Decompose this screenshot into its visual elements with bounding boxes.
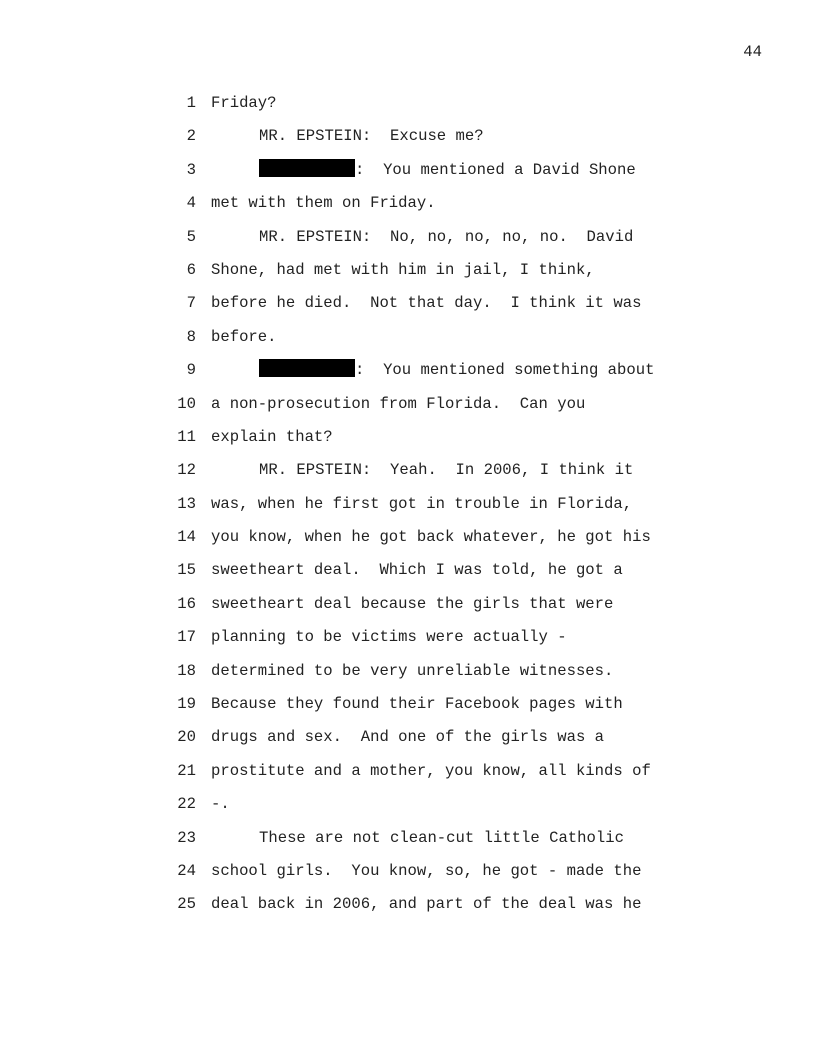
redaction-block xyxy=(259,159,355,177)
transcript-line xyxy=(0,860,816,893)
transcript-line xyxy=(0,526,816,559)
transcript-line xyxy=(0,626,816,659)
line-text: sweetheart deal because the girls that were xyxy=(211,594,614,613)
line-text: was, when he first got in trouble in Florida, xyxy=(211,494,633,513)
transcript-line xyxy=(0,259,816,292)
line-text-container xyxy=(211,559,623,581)
line-text-container xyxy=(211,526,651,548)
transcript-line xyxy=(0,660,816,693)
line-text-container xyxy=(211,326,277,348)
transcript-line xyxy=(0,393,816,426)
line-number: 7 xyxy=(186,294,196,313)
transcript-line xyxy=(0,726,816,759)
page-number: 44 xyxy=(743,43,762,61)
line-text-container xyxy=(211,893,641,915)
line-text: sweetheart deal. Which I was told, he got a xyxy=(211,561,623,580)
line-text: school girls. You know, so, he got - made the xyxy=(211,861,642,880)
line-number: 21 xyxy=(177,761,196,780)
transcript-line xyxy=(0,593,816,626)
line-number: 16 xyxy=(177,594,196,613)
line-text: These are not clean-cut little Catholic xyxy=(259,828,624,847)
transcript-line xyxy=(0,292,816,325)
line-text: met with them on Friday. xyxy=(211,194,436,213)
line-text: prostitute and a mother, you know, all kinds of xyxy=(211,761,651,780)
line-text: : You mentioned a David Shone xyxy=(355,160,636,179)
line-text: deal back in 2006, and part of the deal was he xyxy=(211,895,642,914)
line-text: Shone, had met with him in jail, I think, xyxy=(211,260,595,279)
line-number: 25 xyxy=(177,895,196,914)
line-number: 24 xyxy=(177,861,196,880)
line-text: you know, when he got back whatever, he got his xyxy=(211,528,651,547)
line-text: planning to be victims were actually - xyxy=(211,628,567,647)
transcript-line xyxy=(0,159,816,192)
line-number: 11 xyxy=(177,427,196,446)
line-number: 17 xyxy=(177,628,196,647)
line-text: MR. EPSTEIN: Yeah. In 2006, I think it xyxy=(259,461,634,480)
line-text: determined to be very unreliable witnesses. xyxy=(211,661,614,680)
line-text: -. xyxy=(211,795,230,814)
transcript-line xyxy=(0,693,816,726)
line-number: 3 xyxy=(186,160,196,179)
line-number: 8 xyxy=(186,327,196,346)
line-text-container xyxy=(211,259,595,281)
line-text-container xyxy=(211,660,613,682)
line-number: 23 xyxy=(177,828,196,847)
line-number: 13 xyxy=(177,494,196,513)
redaction-block xyxy=(259,359,355,377)
line-number: 20 xyxy=(177,728,196,747)
line-number: 14 xyxy=(177,528,196,547)
line-text: a non-prosecution from Florida. Can you xyxy=(211,394,586,413)
line-number: 4 xyxy=(186,194,196,213)
line-text-container xyxy=(211,426,333,448)
transcript-line xyxy=(0,793,816,826)
line-text-container xyxy=(211,159,636,181)
line-number: 1 xyxy=(186,94,196,112)
transcript-line xyxy=(0,760,816,793)
line-text: before. xyxy=(211,327,277,346)
line-text-container xyxy=(211,726,604,748)
line-text-container xyxy=(211,226,633,248)
line-number: 22 xyxy=(177,795,196,814)
line-text-container xyxy=(211,626,567,648)
line-text-container xyxy=(211,192,436,214)
line-number: 2 xyxy=(186,127,196,146)
line-text: drugs and sex. And one of the girls was a xyxy=(211,728,605,747)
line-text-container xyxy=(211,827,624,849)
line-number: 15 xyxy=(177,561,196,580)
line-number: 12 xyxy=(177,461,196,480)
transcript-line xyxy=(0,493,816,526)
line-number: 6 xyxy=(186,260,196,279)
line-number: 18 xyxy=(177,661,196,680)
line-text-container xyxy=(211,760,651,782)
line-text-container xyxy=(211,693,623,715)
line-number: 9 xyxy=(186,361,196,380)
line-text-container xyxy=(211,393,585,415)
line-number: 5 xyxy=(186,227,196,246)
transcript-line xyxy=(0,192,816,225)
transcript-line xyxy=(0,827,816,860)
transcript-line xyxy=(0,426,816,459)
transcript-line xyxy=(0,559,816,592)
transcript-line xyxy=(0,893,816,926)
line-text: before he died. Not that day. I think it was xyxy=(211,294,642,313)
line-text-container xyxy=(211,493,632,515)
transcript-line xyxy=(0,326,816,359)
transcript-line xyxy=(0,459,816,492)
line-text-container xyxy=(211,860,641,882)
transcript-line xyxy=(0,359,816,392)
transcript-line xyxy=(0,92,816,125)
line-text: Because they found their Facebook pages with xyxy=(211,695,623,714)
line-number: 10 xyxy=(177,394,196,413)
transcript-line xyxy=(0,226,816,259)
line-text-container xyxy=(211,292,641,314)
line-text-container xyxy=(211,359,654,381)
line-text-container xyxy=(211,459,633,481)
line-text: MR. EPSTEIN: Excuse me? xyxy=(259,127,484,146)
line-text-container xyxy=(211,92,277,114)
line-text-container xyxy=(211,125,484,147)
transcript-line xyxy=(0,125,816,158)
line-text-container xyxy=(211,793,230,815)
line-text: explain that? xyxy=(211,427,333,446)
transcript-body xyxy=(0,92,816,927)
line-text: : You mentioned something about xyxy=(355,361,655,380)
line-text: MR. EPSTEIN: No, no, no, no, no. David xyxy=(259,227,634,246)
line-text-container xyxy=(211,593,613,615)
line-number: 19 xyxy=(177,695,196,714)
line-text: Friday? xyxy=(211,94,277,112)
